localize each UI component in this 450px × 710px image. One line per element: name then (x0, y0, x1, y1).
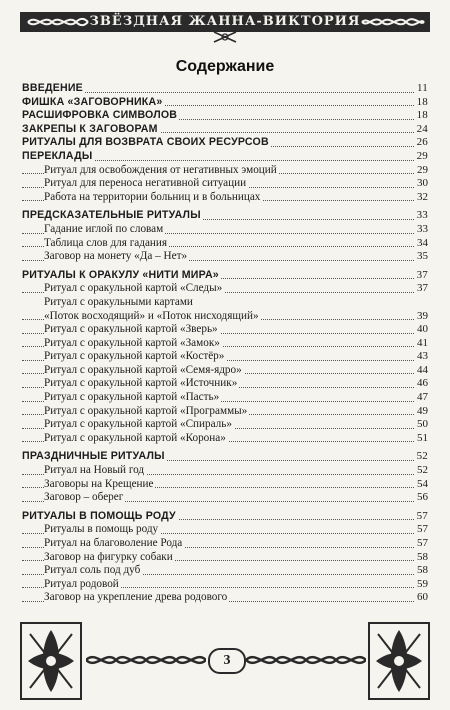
toc-entry[interactable] (22, 551, 428, 565)
toc-entry-title: Таблица слов для гадания (44, 236, 168, 249)
toc-entry-page: 54 (417, 477, 428, 490)
table-of-contents (22, 82, 428, 605)
toc-entry-title: ПЕРЕКЛАДЫ (22, 149, 93, 162)
toc-section-entry[interactable] (22, 136, 428, 150)
toc-entry-title: Ритуалы в помощь роду (44, 523, 159, 536)
toc-entry-page: 34 (417, 236, 428, 249)
toc-entry-page: 18 (416, 95, 428, 108)
toc-entry-title: ВВЕДЕНИЕ (22, 82, 83, 94)
toc-entry-page: 43 (417, 350, 428, 363)
toc-entry-page: 46 (417, 377, 428, 390)
folk-ornament-right-icon (368, 622, 430, 700)
toc-entry-title: Ритуал для освобождения от негативных эмоций (44, 163, 277, 176)
toc-entry-page: 56 (417, 491, 428, 504)
toc-entry-title: РИТУАЛЫ В ПОМОЩЬ РОДУ (22, 509, 176, 522)
toc-entry[interactable] (22, 337, 428, 351)
toc-entry-title: Ритуал с оракульной картой «Пасть» (44, 391, 220, 404)
toc-entry-title: Ритуал на благоволение Рода (44, 537, 183, 549)
toc-entry-title: Заговор на монету «Да – Нет» (44, 250, 188, 263)
folk-ornament-left-icon (20, 622, 82, 700)
toc-entry-title: Гадание иглой по словам (44, 222, 164, 235)
toc-entry-page: 58 (417, 564, 428, 577)
toc-entry-page: 52 (416, 450, 428, 463)
toc-entry[interactable] (22, 591, 428, 605)
toc-entry-title: Ритуал с оракульной картой «Источник» (44, 377, 238, 390)
toc-entry-title: ЗАКРЕПЫ К ЗАГОВОРАМ (22, 122, 158, 135)
toc-entry[interactable] (22, 432, 428, 446)
header-title: ЗВЁЗДНАЯ ЖАННА-ВИКТОРИЯ (89, 14, 361, 29)
toc-entry[interactable] (22, 364, 428, 378)
toc-entry-title: Заговор на фигурку собаки (44, 550, 173, 563)
page-number: 3 (208, 648, 246, 674)
toc-entry[interactable] (22, 310, 428, 324)
toc-section-entry[interactable] (22, 450, 428, 464)
toc-entry-title: Ритуал с оракульной картой «Костёр» (44, 350, 225, 363)
toc-entry-page: 11 (417, 82, 428, 94)
toc-entry-title: Ритуал с оракульной картой «Корона» (44, 431, 226, 444)
toc-entry-title: Заговоры на Крещение (44, 477, 154, 490)
toc-entry[interactable] (22, 164, 428, 178)
toc-section-entry[interactable] (22, 82, 428, 96)
toc-heading: Содержание (175, 58, 275, 75)
toc-entry-page: 57 (416, 509, 428, 522)
toc-entry[interactable] (22, 191, 428, 205)
toc-entry-page: 24 (416, 122, 428, 135)
toc-entry-page: 37 (417, 282, 428, 295)
toc-section-entry[interactable] (22, 510, 428, 524)
toc-entry[interactable] (22, 296, 428, 310)
toc-entry[interactable] (22, 564, 428, 578)
toc-entry-title: Ритуал с оракульной картой «Программы» (44, 404, 248, 417)
toc-entry-page: 49 (417, 404, 428, 417)
toc-entry[interactable] (22, 323, 428, 337)
toc-entry-title: ФИШКА «ЗАГОВОРНИКА» (22, 95, 163, 108)
toc-section-entry[interactable] (22, 96, 428, 110)
toc-entry-page: 29 (417, 163, 428, 176)
toc-entry-page: 35 (417, 250, 428, 263)
toc-entry-page: 58 (417, 550, 428, 563)
toc-entry[interactable] (22, 282, 428, 296)
toc-entry-title: Ритуал для переноса негативной ситуации (44, 177, 247, 190)
toc-entry-title: РИТУАЛЫ К ОРАКУЛУ «НИТИ МИРА» (22, 268, 219, 281)
toc-entry-page: 59 (417, 577, 428, 590)
toc-entry-page: 51 (417, 431, 428, 444)
toc-entry[interactable] (22, 391, 428, 405)
toc-entry-title: РИТУАЛЫ ДЛЯ ВОЗВРАТА СВОИХ РЕСУРСОВ (22, 136, 269, 149)
toc-entry-page: 30 (417, 177, 428, 190)
toc-entry[interactable] (22, 523, 428, 537)
toc-entry-page: 47 (417, 391, 428, 404)
toc-entry-page: 32 (417, 190, 428, 203)
toc-entry-page: 44 (417, 363, 428, 376)
knot-divider-icon (212, 30, 238, 44)
toc-section-entry[interactable] (22, 109, 428, 123)
toc-entry-page: 41 (417, 336, 428, 349)
toc-entry-title: Ритуал с оракульной картой «Следы» (44, 282, 223, 295)
toc-entry-title: Ритуал на Новый год (44, 464, 145, 477)
toc-entry-title: Ритуал с оракульной картой «Семя-ядро» (44, 363, 242, 376)
toc-entry[interactable] (22, 237, 428, 251)
toc-entry-page: 33 (416, 209, 428, 222)
toc-entry-page: 29 (416, 149, 428, 162)
toc-entry-title: Ритуал с оракульной картой «Зверь» (44, 323, 218, 336)
toc-entry[interactable] (22, 177, 428, 191)
chain-ornament-right (246, 650, 366, 670)
toc-entry[interactable] (22, 478, 428, 492)
toc-entry-page: 57 (417, 523, 428, 536)
toc-entry-title: «Поток восходящий» и «Поток нисходящий» (44, 309, 259, 322)
toc-entry[interactable] (22, 537, 428, 551)
toc-entry-title: ПРАЗДНИЧНЫЕ РИТУАЛЫ (22, 450, 165, 463)
toc-entry-title: Ритуал с оракульной картой «Замок» (44, 336, 220, 349)
toc-entry-page: 18 (416, 109, 428, 122)
toc-entry[interactable] (22, 491, 428, 505)
toc-entry[interactable] (22, 578, 428, 592)
toc-entry[interactable] (22, 250, 428, 264)
toc-entry[interactable] (22, 464, 428, 478)
toc-entry-title: ПРЕДСКАЗАТЕЛЬНЫЕ РИТУАЛЫ (22, 209, 201, 222)
toc-section-entry[interactable] (22, 150, 428, 164)
toc-entry-title: Заговор на укрепление древа родового (44, 591, 228, 604)
toc-entry-page: 33 (417, 222, 428, 235)
toc-entry-title: Ритуал с оракульной картой «Спираль» (44, 418, 232, 431)
footer-ornament (20, 622, 430, 704)
toc-entry-page: 52 (417, 464, 428, 477)
toc-entry[interactable] (22, 223, 428, 237)
toc-entry-page: 50 (417, 418, 428, 431)
toc-section-entry[interactable] (22, 269, 428, 283)
toc-entry-page: 26 (416, 136, 428, 149)
toc-entry-page: 57 (417, 537, 428, 549)
toc-section-entry[interactable] (22, 209, 428, 223)
toc-section-entry[interactable] (22, 123, 428, 137)
chain-ornament-left (86, 650, 206, 670)
toc-entry[interactable] (22, 350, 428, 364)
toc-entry[interactable] (22, 405, 428, 419)
toc-entry-title: Работа на территории больниц и в больницах (44, 190, 261, 203)
toc-entry-title: Ритуал с оракульными картами (44, 295, 193, 308)
toc-entry-page: 39 (417, 309, 428, 322)
toc-entry-page: 40 (417, 323, 428, 336)
toc-entry-title: РАСШИФРОВКА СИМВОЛОВ (22, 109, 178, 122)
toc-entry-page: 37 (416, 268, 428, 281)
toc-entry-title: Заговор – оберег (44, 491, 124, 504)
toc-entry-title: Ритуал соль под дуб (44, 564, 141, 577)
toc-entry[interactable] (22, 418, 428, 432)
toc-entry[interactable] (22, 377, 428, 391)
toc-entry-page: 60 (417, 591, 428, 604)
toc-entry-title: Ритуал родовой (44, 577, 119, 590)
